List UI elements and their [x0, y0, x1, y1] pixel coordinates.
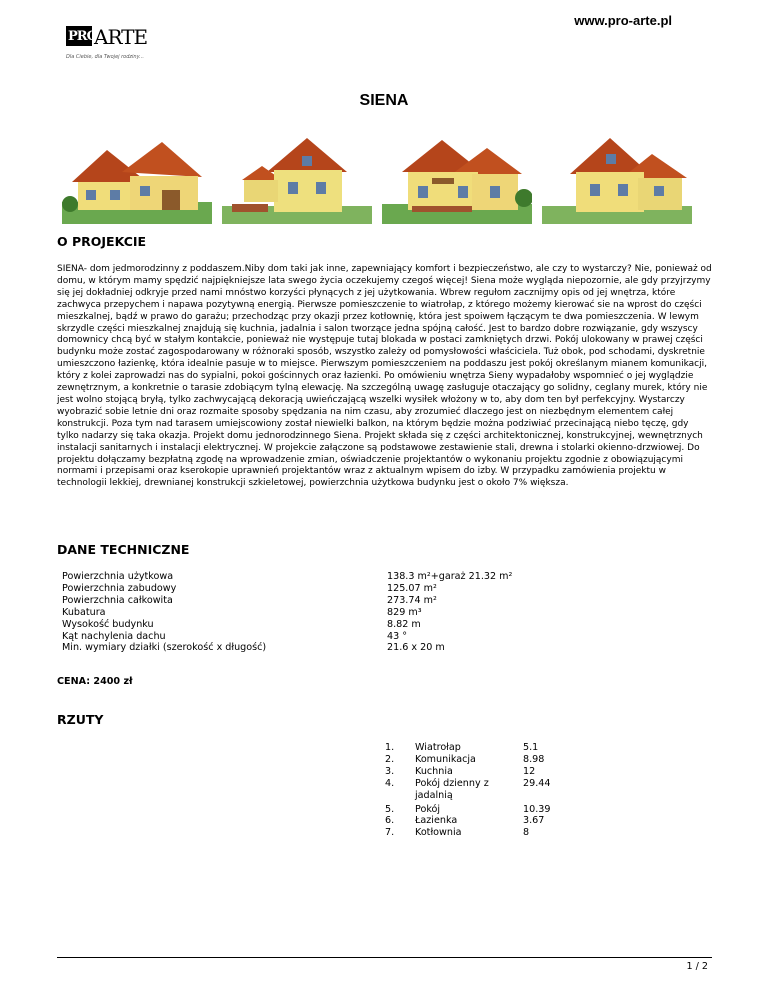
tech-value: 43 ° — [387, 630, 408, 642]
room-area: 8 — [523, 827, 530, 839]
logo-tagline: Dla Ciebie, dla Twojej rodziny... — [66, 54, 144, 60]
house-front-view-icon — [62, 132, 212, 224]
room-name: Pokój — [415, 803, 441, 815]
tech-value: 829 m³ — [387, 606, 422, 618]
tech-value: 8.82 m — [387, 618, 421, 630]
tech-row — [62, 642, 662, 654]
tech-label: Kubatura — [62, 606, 106, 618]
room-number: 7. — [385, 827, 395, 839]
tech-label: Powierzchnia całkowita — [62, 594, 173, 606]
room-number: 3. — [385, 765, 395, 777]
rooms-list — [385, 742, 585, 839]
room-row — [385, 778, 585, 802]
footer-divider — [57, 957, 712, 958]
room-row — [385, 804, 585, 816]
tech-label: Min. wymiary działki (szerokość x długość) — [62, 642, 267, 654]
room-area: 10.39 — [523, 803, 551, 815]
room-name: Kuchnia — [415, 765, 453, 777]
tech-value: 21.6 x 20 m — [387, 642, 445, 654]
room-area: 29.44 — [523, 777, 551, 789]
tech-value: 125.07 m² — [387, 582, 437, 594]
tech-row — [62, 619, 662, 631]
tech-label: Powierzchnia użytkowa — [62, 571, 174, 582]
price: CENA: 2400 zł — [57, 676, 133, 687]
room-number: 6. — [385, 815, 395, 827]
room-name: Wiatrołap — [415, 742, 461, 753]
tech-row — [62, 607, 662, 619]
tech-value: 273.74 m² — [387, 594, 437, 606]
tech-label: Powierzchnia zabudowy — [62, 582, 177, 594]
tech-label: Wysokość budynku — [62, 618, 154, 630]
page-title: SIENA — [359, 92, 409, 109]
room-row — [385, 766, 585, 778]
tech-row — [62, 595, 662, 607]
tech-heading: DANE TECHNICZNE — [57, 542, 190, 557]
pro-arte-logo — [66, 26, 176, 66]
room-row — [385, 742, 585, 754]
room-area: 5.1 — [523, 742, 539, 753]
house-side-view-icon — [222, 132, 372, 224]
site-url[interactable]: www.pro-arte.pl — [574, 13, 672, 28]
room-name: Pokój dzienny z jadalnią — [415, 777, 489, 801]
room-name: Kotłownia — [415, 827, 462, 839]
room-row — [385, 754, 585, 766]
tech-label: Kąt nachylenia dachu — [62, 630, 166, 642]
room-number: 5. — [385, 803, 395, 815]
room-row — [385, 815, 585, 827]
logo-mark-text: PRO — [68, 29, 97, 44]
room-row — [385, 827, 585, 839]
tech-row — [62, 631, 662, 643]
tech-row — [62, 583, 662, 595]
room-name: Łazienka — [415, 815, 458, 827]
tech-table — [62, 571, 662, 654]
rzuty-heading: RZUTY — [57, 712, 104, 727]
house-rear-view-icon — [382, 132, 532, 224]
house-corner-view-icon — [542, 132, 692, 224]
room-name: Komunikacja — [415, 753, 476, 765]
tech-row — [62, 571, 662, 583]
tech-value: 138.3 m²+garaż 21.32 m² — [387, 571, 513, 582]
room-number: 1. — [385, 742, 395, 753]
room-area: 3.67 — [523, 815, 545, 827]
project-description: SIENA- dom jedmorodzinny z poddaszem.Niby dom taki jak inne, zapewniający komfort i bezpieczeństwo, ale czy to wystarczy? Nie, ponieważ od domu, w którym mamy spędzić najpiękniejsze lata swego życia oczekujemy czegoś więcej! Siena może wygląda niepozornie, ale gdy przyjrzymy się jej dokładniej odkryje przed nami mnóstwo korzyści płynących z jej użytkowania. Wbrew regułom zacznijmy opis od jej wnętrza, które zachwyca przepychem i napawa pozytywną energią. Pierwsze pomieszczenie to wiatrołap, z którego możemy kierować sie na wprost do części mieszkalnej, bądź w prawo do garażu; przechodząc przy okazji przez kotłownię, która jest spoiwem łączącym te dwa pomieszczenia. W lewym skrzydle części mieszkalnej znajdują się kuchnia, jadalnia i salon tworzące jedna spójną całość. Jest to bardzo dobre rozwiązanie, gdy wszyscy domownicy chcą być w stałym kontakcie, ponieważ nie występuje tutaj blokada w postaci zamkniętych drzwi. Pokój ulokowany w prawej części budynku może zostać zagospodarowany w różnoraki sposób, wszystko zależy od pomysłowości właściciela. Tuż obok, pod schodami, dyskretnie umieszczono łazienkę, która idealnie pasuje w to miejsce. Pierwszym pomieszczeniem na poddaszu jest pokój określanym mianem komunikacji, który z kolei zaprowadzi nas do sypialni, pokoi gościnnych oraz łazienki. Po omówieniu wnętrza Sieny wypadałoby wspomnieć o jej wyglądzie zewnętrznym, a konkretnie o tarasie zdobiącym tylną elewację. Na szczególną uwagę zasługuje otaczający go solidny, ceglany murek, który nie jest wolno stojącą bryłą, tylko zachwycającą dekoracją uwieńczającą wszelki wysiłek włożony w to, aby dom ten był perfekcyjny. Wystarczy wyobrazić sobie letnie dni oraz rozmaite sposoby spędzania na nim czasu, aby zrozumieć dlaczego jest on niezbędnym elementem całej konstrukcji. Poza tym nad tarasem umiejscowiony został niewielki balkon, na którym będzie można podziwiać przecinającą niebo tęczę, gdy tylko nadarzy się taka okazja. Projekt domu jednorodzinnego Siena. Projekt składa się z części architektonicznej, konstrukcyjnej, wewnętrznych instalacji sanitarnych i instalacji elektrycznej. W projekcie załączone są podstawowe zestawienie stali, drewna i stolarki okienno-drzwiowej. Do projektu dołączamy bezpłatną zgodę na wprowadzenie zmian, oświadczenie projektantów o wykonaniu projektu zgodnie z obowiązującymi normami i przepisami oraz kserokopie uprawnień projektantów wraz z aktualnym wpisem do izby. W przypadku zamówienia projektu w technologii lekkiej, drewnianej konstrukcji szkieletowej, powierzchnia użytkowa budynku jest o około 7% większa. — [57, 264, 712, 489]
logo-word: ARTE — [94, 25, 148, 49]
house-gallery — [62, 132, 692, 224]
room-number: 4. — [385, 777, 395, 789]
page-number: 1 / 2 — [686, 961, 708, 972]
room-area: 12 — [523, 765, 536, 777]
about-heading: O PROJEKCIE — [57, 234, 147, 249]
room-area: 8.98 — [523, 753, 545, 765]
room-number: 2. — [385, 753, 395, 765]
